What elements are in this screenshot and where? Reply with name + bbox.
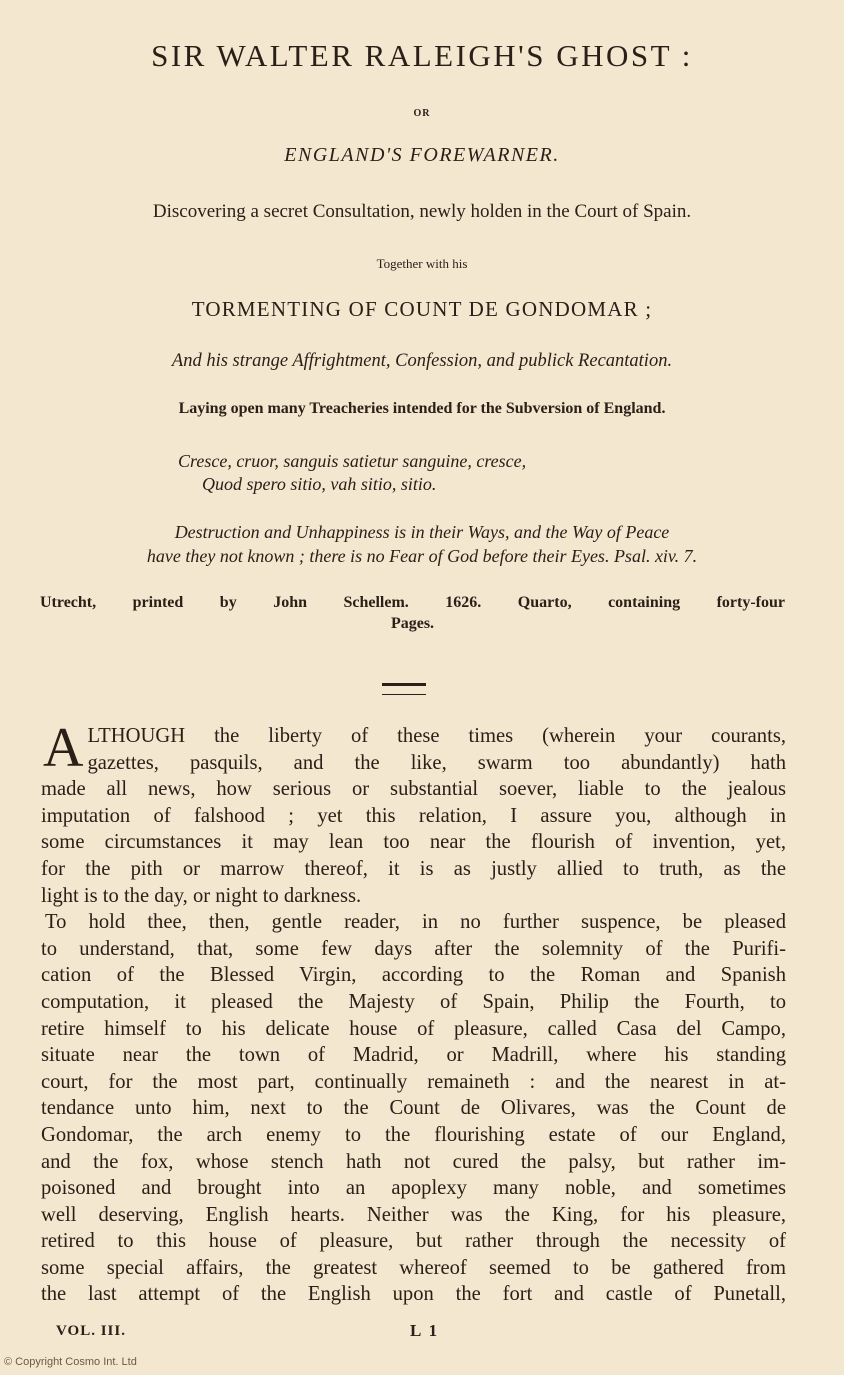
body-text	[41, 717, 786, 1308]
body-line: for the pith or marrow thereof, it is as justly allied to truth, as the	[41, 857, 786, 880]
body-line: Gondomar, the arch enemy to the flourishing estate of our England,	[41, 1123, 786, 1146]
title-conjunction: OR	[413, 108, 431, 119]
imprint	[40, 592, 785, 634]
page-subtitle: ENGLAND'S FOREWARNER.	[284, 144, 560, 166]
secondary-title: TORMENTING OF COUNT DE GONDOMAR ;	[191, 297, 653, 321]
imprint-line-2: Pages.	[390, 615, 435, 632]
section-divider	[382, 683, 426, 695]
body-line: retired to this house of pleasure, but rather through the necessity of	[41, 1230, 786, 1253]
body-line: imputation of falshood ; yet this relation, I assure you, although in	[41, 804, 786, 827]
latin-verse-line-2: Quod spero sitio, vah sitio, sitio.	[202, 474, 437, 494]
scripture-quote-line-1: Destruction and Unhappiness is in their Ways, and the Way of Peace	[174, 522, 670, 542]
body-line: to understand, that, some few days after the solemnity of the Purifi-	[41, 937, 786, 960]
body-line: retire himself to his delicate house of pleasure, called Casa del Campo,	[41, 1017, 786, 1040]
drop-cap: A	[43, 717, 84, 779]
body-line: court, for the most part, continually remaineth : and the nearest in at-	[41, 1070, 786, 1093]
body-line: gazettes, pasquils, and the like, swarm too abundantly) hath	[87, 751, 786, 774]
scripture-quote	[0, 520, 844, 568]
laying-open-line: Laying open many Treacheries intended for the Subversion of England.	[178, 400, 666, 417]
body-line: some circumstances it may lean too near the flourish of invention, yet,	[41, 831, 786, 854]
body-line: the last attempt of the English upon the fort and castle of Punetall,	[41, 1283, 786, 1306]
page-title: SIR WALTER RALEIGH'S GHOST :	[151, 38, 693, 73]
body-line: made all news, how serious or substantial soever, liable to the jealous	[41, 778, 786, 801]
body-line: cation of the Blessed Virgin, according to the Roman and Spanish	[41, 964, 786, 987]
body-line: tendance unto him, next to the Count de Olivares, was the Count de	[41, 1097, 786, 1120]
imprint-line-1: Utrecht, printed by John Schellem. 1626. Quarto, containing forty-four	[40, 594, 785, 611]
footer-signature-mark: L 1	[410, 1321, 440, 1340]
body-line: LTHOUGH the liberty of these times (wherein your courants,	[87, 725, 786, 747]
body-line: situate near the town of Madrid, or Madrill, where his standing	[41, 1044, 786, 1067]
description-line: Discovering a secret Consultation, newly holden in the Court of Spain.	[152, 201, 692, 222]
body-line: some special affairs, the greatest whereof seemed to be gathered from	[41, 1256, 786, 1279]
footer-volume: VOL. III.	[56, 1323, 126, 1339]
copyright-notice: © Copyright Cosmo Int. Ltd	[4, 1356, 137, 1368]
body-line: To hold thee, then, gentle reader, in no further suspence, be pleased	[45, 911, 786, 934]
body-line: well deserving, English hearts. Neither was the King, for his pleasure,	[41, 1203, 786, 1226]
latin-verse-line-1: Cresce, cruor, sanguis satietur sanguine, cresce,	[178, 451, 527, 471]
body-line: computation, it pleased the Majesty of Spain, Philip the Fourth, to	[41, 990, 786, 1013]
body-line: and the fox, whose stench hath not cured the palsy, but rather im-	[41, 1150, 786, 1173]
body-line: light is to the day, or night to darkness.	[41, 884, 362, 907]
body-line: poisoned and brought into an apoplexy many noble, and sometimes	[41, 1177, 786, 1200]
scripture-quote-line-2: have they not known ; there is no Fear of God before their Eyes. Psal. xiv. 7.	[146, 546, 698, 566]
together-line: Together with his	[376, 256, 468, 271]
affrightment-line: And his strange Affrightment, Confession, and publick Recantation.	[171, 351, 673, 371]
